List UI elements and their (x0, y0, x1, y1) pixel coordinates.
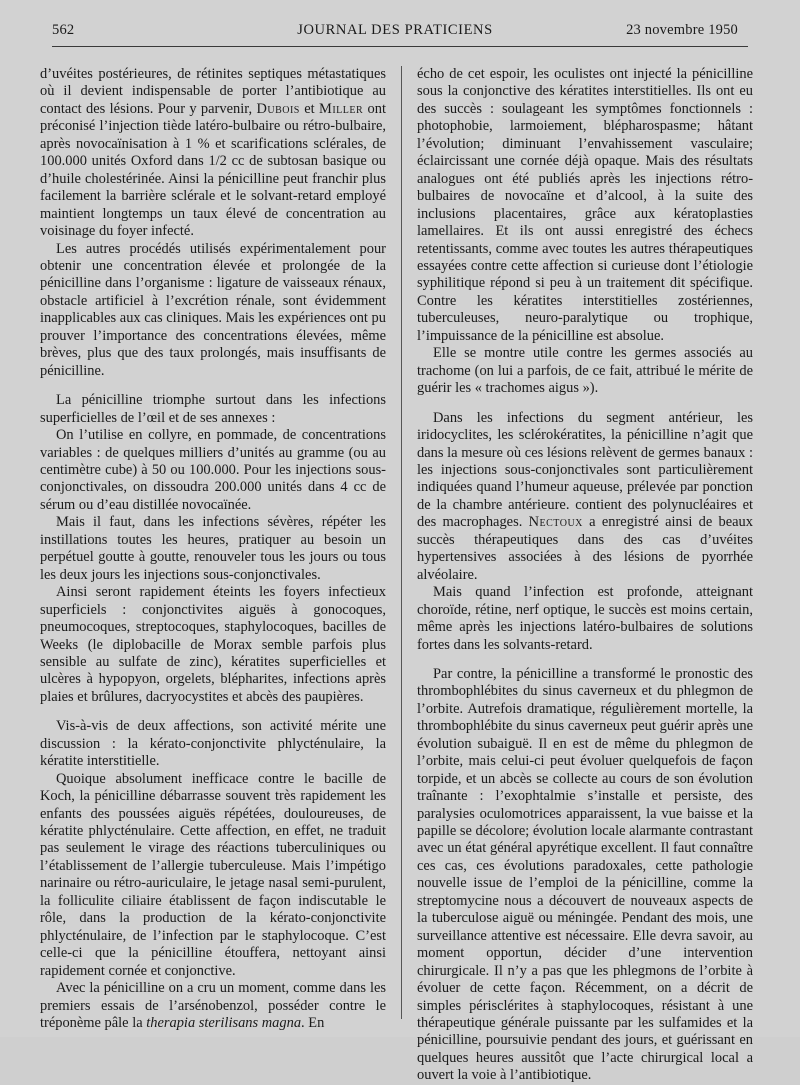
paragraph: Avec la pénicilline on a cru un moment, comme dans les premiers essais de l’arsénobenzol, posséder contre le tréponème pâle la therapia sterilisans magna. En (40, 980, 386, 1032)
header-rule (52, 46, 748, 47)
paragraph: d’uvéites postérieures, de rétinites septiques métastatiques où il devient indispensable de porter l’antibiotique au contact des lésions. Pour y parvenir, Dubois et Miller ont préconisé l’injection tiède latéro-bulbaire ou rétro-bulbaire, après novocaïnisation à 1 % et scarifications sclérales, de 100.000 unités Oxford dans 1/2 cc de subtosan basique ou d’huile cholestérinée. Ainsi la pénicilline peut franchir plus facilement la barrière sclérale et le solvant-retard employé maintient longtemps un taux élevé de concentration au voisinage du foyer infecté. (40, 66, 386, 240)
paragraph: Vis-à-vis de deux affections, son activité mérite une discussion : la kérato-conjonctivite phlycténulaire, la kératite interstitielle. (40, 718, 386, 770)
journal-title: JOURNAL DES PRATICIENS (297, 22, 493, 38)
paragraph: écho de cet espoir, les oculistes ont injecté la pénicilline sous la conjonctive des kératites interstitielles. Ils ont eu des succès : soulageant les symptômes fonctionnels : photophobie, larmoiement, blépharospasme; hâtant l’évolution; diminuant l’envahissement vasculaire; éclaircissant une cornée déjà opaque. Mais des résultats analogues ont été publiés après les injections rétro-bulbaires de novocaïne et d’alcool, à la suite des inclusions placentaires, grâce aux kératoplasties lamellaires. Et ils ont aussi enregistré des échecs retentissants, comme avec toutes les autres thérapeutiques essayées contre cette affection si curieuse dont l’étiologie syphilitique répond si peu à un traitement dit spécifique. Contre les kératites interstitielles zostériennes, tuberculeuses, neuro-paralytique ou trophique, l’impuissance de la pénicilline est absolue. (417, 66, 753, 344)
paragraph: Mais il faut, dans les infections sévères, répéter les instillations toutes les heures, pratiquer au besoin un perpétuel goutte à goutte, renouveler tous les jours ou tous les deux jours les injections sous-conjonctivales. (40, 514, 386, 583)
right-column (417, 66, 753, 1084)
paragraph: Quoique absolument inefficace contre le bacille de Koch, la pénicilline débarrasse souvent très rapidement les enfants des poussées aiguës répétées, douloureuses, de kératite phlycténulaire. Cette affection, en effet, ne traduit pas seulement le virage des réactions tuberculiniques ou l’établissement de l’allergie tuberculeuse. Mais l’impétigo narinaire ou rétro-auriculaire, le jetage nasal semi-purulent, la folliculite ciliaire établissent de façon indiscutable le rôle, dans la production de la kérato-conjonctivite phlycténulaire, de l’infection par le staphylocoque. C’est celle-ci que la pénicilline étouffera, nettoyant ainsi rapidement cornée et conjonctive. (40, 770, 386, 979)
paragraph: Dans les infections du segment antérieur, les iridocyclites, les sclérokératites, la pénicilline n’agit que dans la mesure où ces lésions relèvent de germes banaux : les injections sous-conjonctivales sont particulièrement indiquées quand l’humeur aqueuse, prélevée par ponction de la chambre antérieure. contient des polynucléaires et des macrophages. Nectoux a enregistré ainsi de beaux succès thérapeutiques dans des cas d’uvéites hypertensives associées à des lésions de pyorrhée alvéolaire. (417, 409, 753, 583)
paragraph: Ainsi seront rapidement éteints les foyers infectieux superficiels : conjonctivites aiguës à gonocoques, pneumocoques, streptocoques, staphylocoques, bacilles de Weeks (le diplobacille de Morax semble parfois plus sensible au sulfate de zinc), kératites superficielles et ulcères à hypopyon, orgelets, blépharites, infections après plaies et brûlures, dacryocystites et abcès des paupières. (40, 584, 386, 705)
paragraph: Par contre, la pénicilline a transformé le pronostic des thrombophlébites du sinus caverneux et du phlegmon de l’orbite. Autrefois dramatique, régulièrement mortelle, la thrombophlébite du sinus caverneux peut guérir après une évolution subaiguë. Il en est de même du phlegmon de l’orbite, mais celui-ci peut évoluer quelquefois de façon torpide, et un abcès se collecte au cours de son évolution traînante : l’exophtalmie s’installe et persiste, des paralysies oculomotrices apparaissent, la vue baisse et la papille se décolore; évolution locale alarmante contrastant avec un état général apyrétique excellent. Il faut connaître ces cas, ces évolutions paradoxales, cette pathologie nouvelle issue de l’emploi de la pénicilline, comme la streptomycine nous a découvert de nouveaux aspects de la tuberculose aiguë ou méningée. Pendant des mois, une surveillance attentive est nécessaire. Elle devra savoir, au moment opportun, décider d’une intervention chirurgicale. Il n’y a pas que les phlegmons de l’orbite à évoluer de cette façon. Récemment, on a décrit de simples périsclérites à staphylocoques, résistant à une thérapeutique générale puissante par les sulfamides et la pénicilline, poursuivie pendant des jours, et guérissant en quelques heures aussitôt que l’acte chirurgical local a ouvert la voie à l’antibiotique. (417, 665, 753, 1084)
issue-date: 23 novembre 1950 (626, 22, 738, 38)
paragraph: Les autres procédés utilisés expérimentalement pour obtenir une concentration élevée et prolongée de la pénicilline dans l’organisme : ligature de vaisseaux rénaux, obstacle artificiel à l’excrétion rénale, sont évidemment inapplicables aux cas cliniques. Mais les expériences ont pu prouver l’importance des concentrations élevées, même brèves, plus que des taux prolongés, mais insuffisants de pénicilline. (40, 240, 386, 379)
paragraph: Mais quand l’infection est profonde, atteignant choroïde, rétine, nerf optique, le succès est moins certain, même après les injections latéro-bulbaires de solutions fortes dans les solvants-retard. (417, 584, 753, 653)
left-column (40, 66, 386, 1031)
paragraph: On l’utilise en collyre, en pommade, de concentrations variables : de quelques milliers d’unités au gramme (ou au centimètre cube) à 50 ou 100.000. Pour les injections sous-conjonctivales, on dissoudra 200.000 unités dans 4 cc de sérum ou d’eau distillée novocaïnée. (40, 427, 386, 513)
paragraph: La pénicilline triomphe surtout dans les infections superficielles de l’œil et de ses annexes : (40, 392, 386, 426)
paragraph: Elle se montre utile contre les germes associés au trachome (on lui a parfois, de ce fait, attribué le mérite de guérir les « trachomes aigus »). (417, 345, 753, 397)
page-header (52, 22, 738, 42)
column-divider (401, 66, 402, 1019)
author-name: Miller (319, 100, 364, 117)
latin-phrase: therapia sterilisans magna (146, 1015, 302, 1032)
page-number: 562 (52, 22, 75, 38)
author-name: Nectoux (528, 514, 583, 531)
author-name: Dubois (256, 100, 300, 117)
